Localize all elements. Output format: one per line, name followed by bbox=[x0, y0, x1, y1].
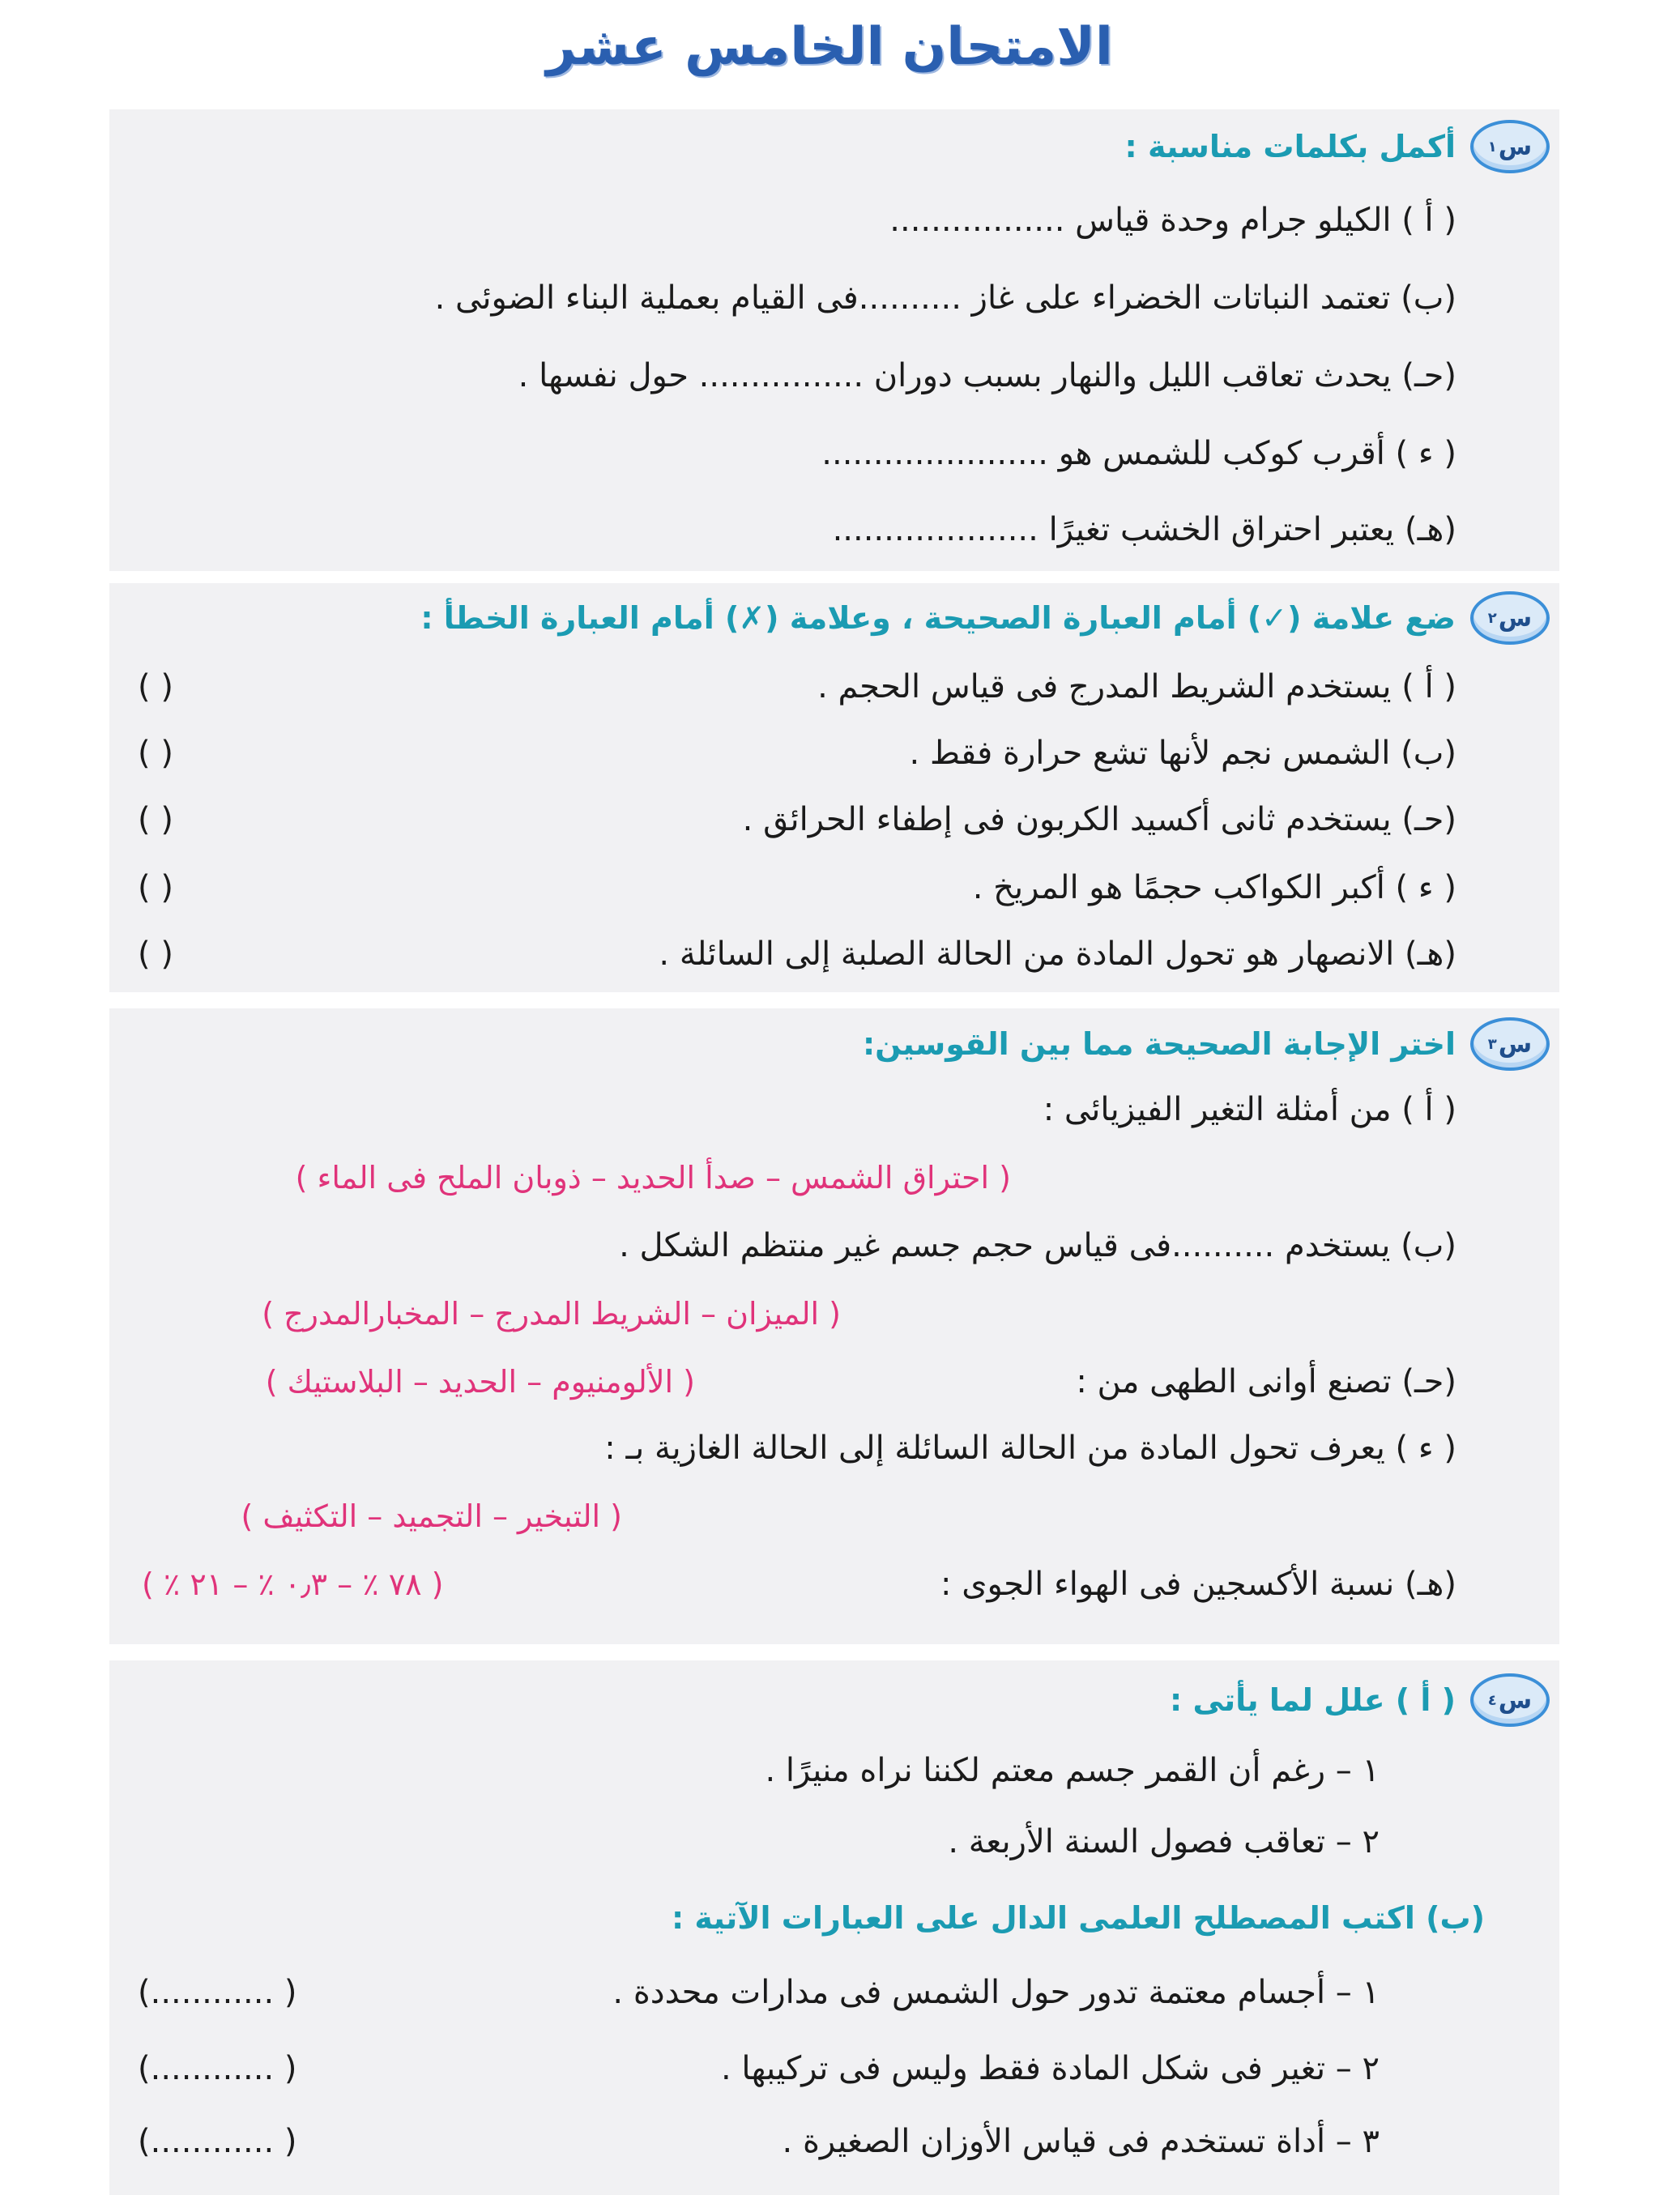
q3-header bbox=[863, 1017, 1550, 1071]
q4-answer-blank: (............ ) bbox=[138, 1974, 297, 2011]
q1-item: ( أ ) الكيلو جرام وحدة قياس ................. bbox=[889, 202, 1456, 239]
q3-item-b: (ب) يستخدم ..........فى قياس حجم جسم غير منتظم الشكل . bbox=[619, 1227, 1456, 1264]
q2-badge: س ٢ bbox=[1470, 591, 1550, 645]
q1-item: (ب) تعتمد النباتات الخضراء على غاز ..........فى القيام بعملية البناء الضوئى . bbox=[434, 279, 1456, 317]
q4-reason-item: ١ – رغم أن القمر جسم معتم لكننا نراه منيرًا . bbox=[765, 1752, 1380, 1789]
q3-choices-c: ( الألومنيوم – الحديد – البلاستيك ) bbox=[265, 1364, 695, 1400]
q4-answer-blank: (............ ) bbox=[138, 2123, 297, 2160]
q3-heading: اختر الإجابة الصحيحة مما بين القوسين: bbox=[862, 1026, 1456, 1062]
q3-item-a: ( أ ) من أمثلة التغير الفيزيائى : bbox=[1043, 1091, 1456, 1128]
q2-item: (حـ) يستخدم ثانى أكسيد الكربون فى إطفاء الحرائق . bbox=[742, 801, 1456, 838]
q4-subheading-b: (ب) اكتب المصطلح العلمى الدال على العبارات الآتية : bbox=[671, 1900, 1485, 1936]
q4-badge: س ٤ bbox=[1470, 1673, 1550, 1727]
q4-term-item: ٣ – أداة تستخدم فى قياس الأوزان الصغيرة . bbox=[782, 2123, 1380, 2160]
q3-choices-b: ( الميزان – الشريط المدرج – المخبارالمدرج ) bbox=[262, 1296, 841, 1332]
q1-badge: س ١ bbox=[1470, 120, 1550, 173]
q2-answer-mark: ( ) bbox=[138, 735, 173, 772]
q2-heading: ضع علامة (✓) أمام العبارة الصحيحة ، وعلامة (✗) أمام العبارة الخطأ : bbox=[420, 600, 1456, 636]
q1-section bbox=[109, 109, 1559, 571]
q3-choices-d: ( التبخير – التجميد – التكثيف ) bbox=[241, 1498, 622, 1534]
q1-heading: أكمل بكلمات مناسبة : bbox=[1124, 129, 1456, 164]
q3-badge: س ٣ bbox=[1470, 1017, 1550, 1071]
q3-item-e: (هـ) نسبة الأكسجين فى الهواء الجوى : bbox=[940, 1566, 1456, 1603]
q4-answer-blank: (............ ) bbox=[138, 2050, 297, 2087]
q2-answer-mark: ( ) bbox=[138, 801, 173, 838]
q4-term-item: ٢ – تغير فى شكل المادة فقط وليس فى تركيبها . bbox=[720, 2050, 1380, 2087]
q3-choices-e: ( ٧٨ ٪ – ٠٫٣ ٪ – ٢١ ٪ ) bbox=[142, 1566, 444, 1602]
q3-item-c: (حـ) تصنع أوانى الطهى من : bbox=[1076, 1363, 1456, 1400]
q2-answer-mark: ( ) bbox=[138, 869, 173, 906]
q4-term-item: ١ – أجسام معتمة تدور حول الشمس فى مدارات محددة . bbox=[612, 1974, 1380, 2011]
q4-header bbox=[1170, 1673, 1550, 1727]
page-title: الامتحان الخامس عشر bbox=[546, 17, 1113, 77]
q1-item: ( ء ) أقرب كوكب للشمس هو ...................... bbox=[821, 435, 1456, 472]
q2-header bbox=[420, 591, 1550, 645]
q3-item-d: ( ء ) يعرف تحول المادة من الحالة السائلة إلى الحالة الغازية بـ : bbox=[604, 1430, 1456, 1467]
q3-choices-a: ( احتراق الشمس – صدأ الحديد – ذوبان الملح فى الماء ) bbox=[295, 1160, 1011, 1196]
q1-header bbox=[1125, 120, 1550, 173]
q4-heading: ( أ ) علل لما يأتى : bbox=[1170, 1682, 1456, 1718]
q2-item: ( أ ) يستخدم الشريط المدرج فى قياس الحجم . bbox=[817, 668, 1456, 705]
q2-answer-mark: ( ) bbox=[138, 936, 173, 973]
q2-item: ( ء ) أكبر الكواكب حجمًا هو المريخ . bbox=[972, 869, 1456, 906]
q1-item: (هـ) يعتبر احتراق الخشب تغيرًا .................... bbox=[832, 511, 1456, 548]
q2-answer-mark: ( ) bbox=[138, 668, 173, 705]
q2-item: (هـ) الانصهار هو تحول المادة من الحالة الصلبة إلى السائلة . bbox=[659, 936, 1456, 973]
q1-item: (حـ) يحدث تعاقب الليل والنهار بسبب دوران ................ حول نفسها . bbox=[518, 357, 1456, 394]
q4-reason-item: ٢ – تعاقب فصول السنة الأربعة . bbox=[948, 1823, 1380, 1860]
q2-item: (ب) الشمس نجم لأنها تشع حرارة فقط . bbox=[909, 735, 1456, 772]
